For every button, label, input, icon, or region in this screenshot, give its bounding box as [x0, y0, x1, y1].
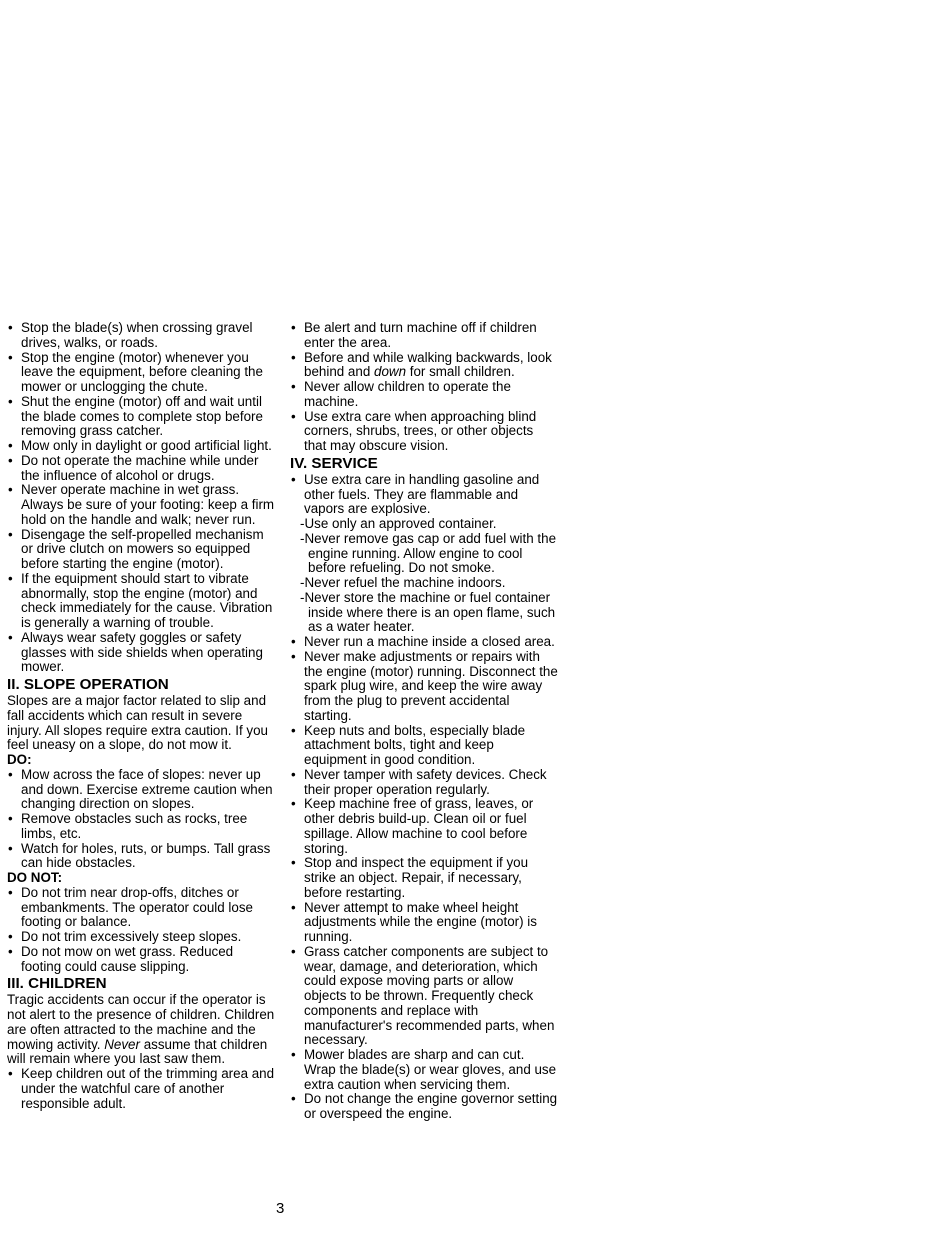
children-intro-emphasis: Never — [104, 1036, 140, 1052]
list-item: • Keep children out of the trimming area and under the watchful care of another responsible adult. — [7, 1067, 277, 1111]
list-item: • Use extra care in handling gasoline and other fuels. They are flammable and vapors are explosive. — [290, 473, 558, 517]
list-item: • Remove obstacles such as rocks, tree limbs, etc. — [7, 812, 277, 842]
list-item: • Keep machine free of grass, leaves, or other debris build-up. Clean oil or fuel spillage. Allow machine to cool before storing. — [290, 797, 558, 856]
section-heading-service: IV. SERVICE — [290, 454, 378, 472]
list-item: • Stop the engine (motor) whenever you leave the equipment, before cleaning the mower or unclogging the chute. — [7, 351, 277, 395]
list-item: • Do not change the engine governor setting or overspeed the engine. — [290, 1092, 558, 1122]
list-item: • Be alert and turn machine off if children enter the area. — [290, 321, 558, 351]
list-item: • If the equipment should start to vibrate abnormally, stop the engine (motor) and check immediately for the cause. Vibration is generally a warning of trouble. — [7, 572, 277, 631]
section-heading-slope-operation: II. SLOPE OPERATION — [7, 676, 169, 693]
right-column — [290, 321, 558, 1122]
list-item: • Mower blades are sharp and can cut. Wrap the blade(s) or wear gloves, and use extra caution when servicing them. — [290, 1048, 558, 1092]
list-item: • Do not trim excessively steep slopes. — [7, 930, 277, 945]
list-item: • Never operate machine in wet grass. Always be sure of your footing: keep a firm hold on the handle and walk; never run. — [7, 483, 277, 527]
list-item: • Never attempt to make wheel height adjustments while the engine (motor) is running. — [290, 901, 558, 945]
list-item — [290, 351, 558, 381]
list-item: • Never tamper with safety devices. Check their proper operation regularly. — [290, 768, 558, 798]
list-item: • Mow only in daylight or good artificial light. — [7, 439, 277, 454]
backwards-text: Before and while walking backwards, look behind and — [304, 349, 552, 380]
list-item: • Never make adjustments or repairs with the engine (motor) running. Disconnect the spark plug wire, and keep the wire away from the plug to prevent accidental starting. — [290, 650, 558, 724]
list-item: • Do not mow on wet grass. Reduced footing could cause slipping. — [7, 945, 277, 975]
backwards-emphasis: down — [374, 364, 407, 380]
list-item: • Shut the engine (motor) off and wait until the blade comes to complete stop before removing grass catcher. — [7, 395, 277, 439]
slope-intro-paragraph: Slopes are a major factor related to slip and fall accidents which can result in severe injury. All slopes require extra caution. If you feel uneasy on a slope, do not mow it. — [7, 693, 268, 753]
fuel-subitem: -Never refuel the machine indoors. — [300, 575, 506, 590]
list-item: • Use extra care when approaching blind corners, shrubs, trees, or other objects that may obscure vision. — [290, 410, 558, 454]
fuel-subitem: -Never remove gas cap or add fuel with the engine running. Allow engine to cool before refueling. Do not smoke. — [300, 530, 557, 576]
do-not-label: DO NOT: — [7, 870, 63, 885]
children-intro-text-end: assume that children will remain where you last saw them. — [7, 1036, 268, 1067]
fuel-subitem: -Use only an approved container. — [300, 516, 497, 531]
list-item: • Do not operate the machine while under the influence of alcohol or drugs. — [7, 454, 277, 484]
page-number: 3 — [276, 1200, 285, 1217]
children-intro-text: Tragic accidents can occur if the operator is not alert to the presence of children. Children are often attracted to the machine and the mowing activity. — [7, 992, 275, 1052]
list-item: • Never run a machine inside a closed area. — [290, 635, 558, 650]
list-item: • Never allow children to operate the machine. — [290, 380, 558, 410]
children-intro-paragraph — [7, 993, 277, 1067]
list-item: • Do not trim near drop-offs, ditches or embankments. The operator could lose footing or balance. — [7, 886, 277, 930]
list-item: • Keep nuts and bolts, especially blade attachment bolts, tight and keep equipment in good condition. — [290, 724, 558, 768]
list-item: • Stop the blade(s) when crossing gravel drives, walks, or roads. — [7, 321, 277, 351]
fuel-subitem: -Never store the machine or fuel container inside where there is an open flame, such as a water heater. — [300, 589, 556, 635]
do-label: DO: — [7, 752, 32, 767]
list-item: • Watch for holes, ruts, or bumps. Tall grass can hide obstacles. — [7, 842, 277, 872]
list-item: • Disengage the self-propelled mechanism or drive clutch on mowers so equipped before starting the engine (motor). — [7, 528, 277, 572]
list-item: • Stop and inspect the equipment if you strike an object. Repair, if necessary, before restarting. — [290, 856, 558, 900]
left-column — [7, 321, 277, 1111]
section-heading-children: III. CHILDREN — [7, 975, 107, 993]
backwards-text-end: for small children. — [406, 364, 515, 380]
list-item: • Mow across the face of slopes: never up and down. Exercise extreme caution when changing direction on slopes. — [7, 768, 277, 812]
list-item: • Grass catcher components are subject to wear, damage, and deterioration, which could expose moving parts or allow objects to be thrown. Frequently check components and replace with manufacturer's recommended parts, when necessary. — [290, 945, 558, 1048]
list-item: • Always wear safety goggles or safety glasses with side shields when operating mower. — [7, 631, 277, 675]
